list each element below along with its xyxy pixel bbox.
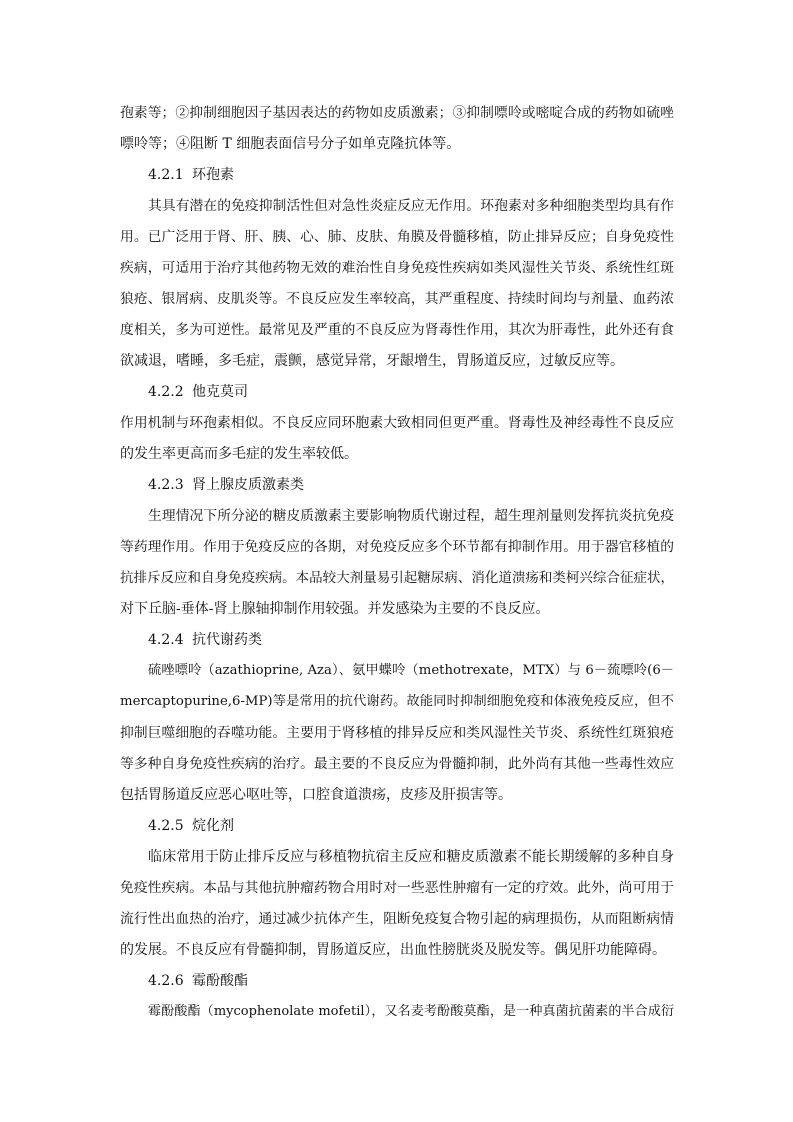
section-title: 环孢素 [192, 167, 234, 183]
section-number: 4.2.4 [148, 632, 184, 648]
body-text-line: 的发生率更高而多毛症的发生率较低。 [120, 446, 358, 462]
body-text-line: 等多种自身免疫性疾病的治疗。最主要的不良反应为骨髓抑制，此外尚有其他一些毒性效应 [120, 756, 674, 772]
body-text-line: 疾病，可适用于治疗其他药物无效的难治性自身免疫性疾病如类风湿性关节炎、系统性红斑 [120, 260, 674, 276]
section-number: 4.2.2 [148, 384, 184, 400]
section-title: 烷化剂 [192, 818, 234, 834]
body-text-line: 作用机制与环孢素相似。不良反应同环胞素大致相同但更严重。肾毒性及神经毒性不良反应 [120, 415, 674, 431]
body-text-line: 硫唑嘌呤（azathioprine, Aza）、氨甲蝶呤（methotrexate，MTX）与 6－巯嘌呤(6－ [148, 663, 674, 678]
section-number: 4.2.1 [148, 167, 184, 183]
body-text-line: 包括胃肠道反应恶心呕吐等，口腔食道溃疡，皮疹及肝损害等。 [120, 787, 512, 803]
body-text-line: 霉酚酸酯（mycophenolate mofetil），又名麦考酚酸莫酯，是一种真菌抗菌素的半合成衍 [148, 1004, 674, 1019]
body-text-line: 免疫性疾病。本品与其他抗肿瘤药物合用时对一些恶性肿瘤有一定的疗效。此外，尚可用于 [120, 880, 674, 896]
body-text-line: 用。已广泛用于肾、肝、胰、心、肺、皮肤、角膜及骨髓移植，防止排异反应；自身免疫性 [120, 229, 674, 245]
section-heading [148, 971, 248, 991]
section-heading [148, 165, 234, 185]
section-title: 抗代谢药类 [192, 632, 262, 648]
body-text-line: 欲减退，嗜睡，多毛症，震颤，感觉异常，牙龈增生，胃肠道反应，过敏反应等。 [120, 353, 624, 369]
body-text-line: 抑制巨噬细胞的吞噬功能。主要用于肾移植的排异反应和类风湿性关节炎、系统性红斑狼疮 [120, 725, 674, 741]
body-text-line: 等药理作用。作用于免疫反应的各期，对免疫反应多个环节都有抑制作用。用于器官移植的 [120, 539, 674, 555]
body-text-line: 孢素等；②抑制细胞因子基因表达的药物如皮质激素；③抑制嘌呤或嘧啶合成的药物如硫唑 [120, 105, 674, 121]
body-text-line: 的发展。不良反应有骨髓抑制，胃肠道反应，出血性膀胱炎及脱发等。偶见肝功能障碍。 [120, 942, 666, 958]
body-text-line: 狼疮、银屑病、皮肌炎等。不良反应发生率较高，其严重程度、持续时间均与剂量、血药浓 [120, 291, 674, 307]
section-title: 他克莫司 [192, 384, 248, 400]
section-heading [148, 630, 262, 650]
section-number: 4.2.5 [148, 818, 184, 834]
body-text-line: 抗排斥反应和自身免疫疾病。本品较大剂量易引起糖尿病、消化道溃疡和类柯兴综合征症状， [120, 570, 674, 586]
section-number: 4.2.6 [148, 973, 184, 989]
body-text-line: 度相关，多为可逆性。最常见及严重的不良反应为肾毒性作用，其次为肝毒性，此外还有食 [120, 322, 674, 338]
section-heading [148, 382, 248, 402]
body-text-line: 生理情况下所分泌的糖皮质激素主要影响物质代谢过程，超生理剂量则发挥抗炎抗免疫 [148, 508, 674, 524]
body-text-line: 嘌呤等；④阻断 T 细胞表面信号分子如单克隆抗体等。 [120, 136, 461, 152]
section-heading [148, 816, 234, 836]
body-text-line: mercaptopurine,6-MP)等是常用的抗代谢药。故能同时抑制细胞免疫和体液免疫反应，但不 [120, 694, 674, 709]
body-text-line: 对下丘脑-垂体-肾上腺轴抑制作用较强。并发感染为主要的不良反应。 [120, 601, 550, 617]
body-text-line: 其具有潜在的免疫抑制活性但对急性炎症反应无作用。环孢素对多种细胞类型均具有作 [148, 198, 674, 214]
section-number: 4.2.3 [148, 477, 184, 493]
body-text-line: 流行性出血热的治疗，通过减少抗体产生，阻断免疫复合物引起的病理损伤，从而阻断病情 [120, 911, 674, 927]
body-text-line: 临床常用于防止排斥反应与移植物抗宿主反应和糖皮质激素不能长期缓解的多种自身 [148, 849, 674, 865]
section-heading [148, 475, 304, 495]
section-title: 肾上腺皮质激素类 [192, 477, 304, 493]
section-title: 霉酚酸酯 [192, 973, 248, 989]
